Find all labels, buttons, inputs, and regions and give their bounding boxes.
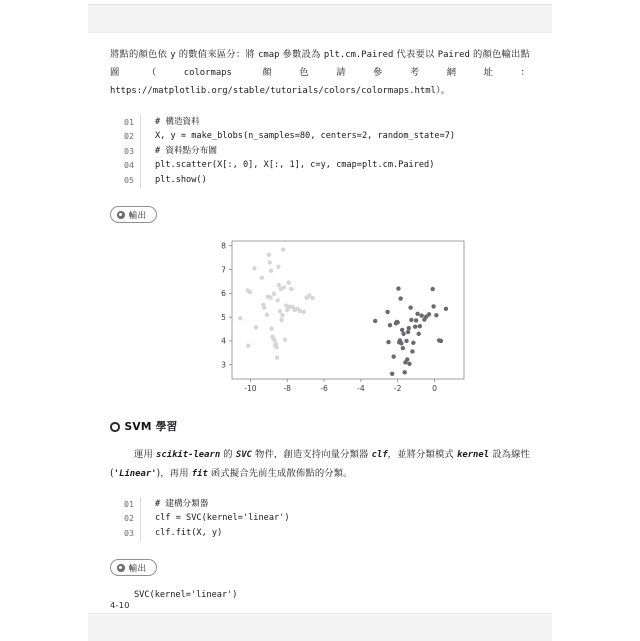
code-line-number: 03 [124,527,134,538]
svg-text:8: 8 [221,241,226,251]
intro-paragraph [110,46,530,101]
page-folio: 4-10 [110,600,130,610]
output-badge-label: 輸出 [128,210,147,221]
code-line [110,129,530,144]
svg-text:4: 4 [221,336,226,346]
code-line-text: X, y = make_blobs(n_samples=80, centers=2, random_state=7) [155,131,456,142]
svm-section-heading [110,419,530,434]
code-line-text: clf = SVC(kernel='linear') [155,513,290,524]
code-line-text: # 構造資料 [155,116,200,127]
scatter-plot-figure [202,235,470,403]
code-line-text: clf.fit(X, y) [155,527,223,538]
svm-code-linear: 'Linear' [113,468,157,479]
svm-code-sklearn: scikit-learn [156,450,221,461]
intro-code-paired-full: plt.cm.Paired [323,50,394,60]
page-bottom-band [88,613,552,641]
svg-text:7: 7 [221,265,226,275]
code-line-number: 04 [124,160,134,171]
svm-paragraph [110,446,530,482]
output-badge-label: 輸出 [128,563,147,574]
svg-text:-2: -2 [393,384,402,394]
intro-code-cmap: cmap [258,50,280,60]
svm-seg-2: 的 [220,449,236,461]
code-block-two [110,497,530,541]
intro-colormaps-url[interactable]: https://matplotlib.org/stable/tutorials/colors/colormaps.html [110,86,436,97]
svm-section-title: SVM 學習 [124,421,178,434]
code-line-number: 01 [124,498,134,509]
code-line-text: plt.show() [155,174,207,185]
svm-seg-5: 設為線性( [110,449,531,479]
svm-seg-4: ，並將分類模式 [387,449,458,461]
intro-seg-7: ）。 [435,85,451,97]
intro-code-y: y [170,50,176,60]
code-line [110,115,530,130]
svg-text:-10: -10 [244,384,257,394]
code-line-number: 02 [124,513,134,524]
page-top-band [88,4,552,33]
svg-text:0: 0 [432,384,437,394]
svm-code-kernel: kernel [457,450,490,461]
intro-seg-4: 代表要以 [393,49,438,60]
code-line-number: 05 [124,174,134,185]
svg-text:-6: -6 [320,384,328,394]
intro-seg-1: 將點的顏色依 [110,49,171,60]
intro-seg-5: 的顏色輸出點圖（ [110,49,530,79]
circle-dot-icon [117,211,125,219]
intro-seg-6: 顏色請參考網址： [231,67,530,79]
output-badge-one-row [110,204,530,224]
console-output-text: SVC(kernel='linear') [134,590,238,601]
intro-seg-3: 參數設為 [279,49,324,60]
code-line [110,144,530,159]
intro-code-colormaps: colormaps [183,68,232,79]
code-line [110,158,530,173]
svg-text:6: 6 [221,289,226,299]
svg-text:5: 5 [221,313,226,323]
intro-code-paired: Paired [437,50,470,60]
code-line [110,497,530,512]
svm-code-fit: fit [191,468,208,479]
svg-text:-4: -4 [357,384,365,394]
svm-code-clf: clf [371,450,388,461]
svg-text:3: 3 [221,360,226,370]
svm-code-svc: SVC [235,450,252,461]
code-block-one [110,115,530,188]
code-line-text: # 建構分類器 [155,498,209,509]
code-line-text: # 資料點分布圖 [155,145,217,156]
svm-seg-3: 物件，創造支持向量分類器 [251,449,372,461]
output-badge-two-row [110,557,530,577]
code-line [110,173,530,188]
scatter-plot-svg [202,235,470,403]
svm-seg-7: 函式擬合先前生成散佈點的分類。 [207,467,353,479]
circle-dot-icon [117,564,125,572]
intro-seg-2: 的數值來區分：將 [175,49,259,60]
code-line-number: 03 [124,145,134,156]
svg-text:-8: -8 [283,384,292,394]
code-line-number: 02 [124,131,134,142]
output-badge [110,559,157,576]
code-line-text: plt.scatter(X[:, 0], X[:, 1], c=y, cmap=plt.cm.Paired) [155,160,435,171]
code-line-number: 01 [124,116,134,127]
page-content [110,46,530,600]
svm-seg-6: )，再用 [156,467,192,479]
ring-bullet-icon [110,422,120,432]
svm-seg-1: 運用 [134,449,157,461]
code-line [110,511,530,526]
output-badge [110,206,157,223]
code-line [110,526,530,541]
